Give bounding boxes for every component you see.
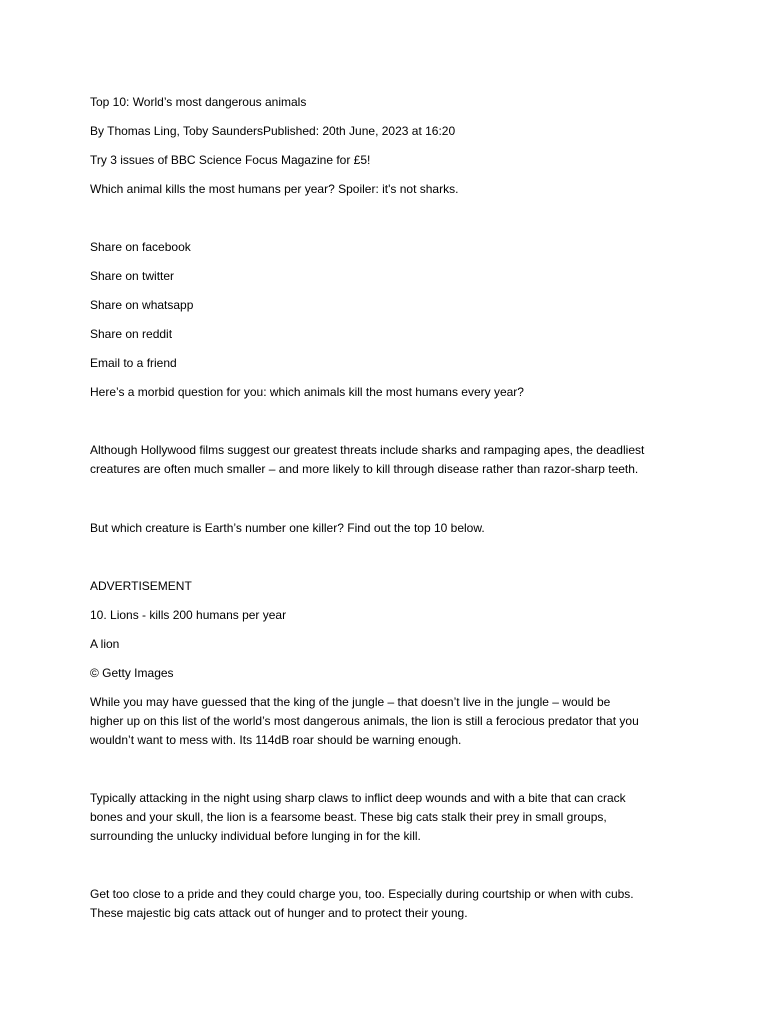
article-title: Top 10: World’s most dangerous animals xyxy=(90,95,307,109)
paragraph-line: Get too close to a pride and they could charge you, too. Especially during courtship or when with cubs. xyxy=(90,887,634,901)
image-caption: A lion xyxy=(90,637,120,651)
paragraph-line: surrounding the unlucky individual before lunging in for the kill. xyxy=(90,829,421,843)
paragraph-line: Typically attacking in the night using sharp claws to inflict deep wounds and with a bite that can crack xyxy=(90,791,626,805)
lion-paragraph-1 xyxy=(90,693,690,750)
advertisement-label: ADVERTISEMENT xyxy=(90,579,192,593)
paragraph-line: Although Hollywood films suggest our greatest threats include sharks and rampaging apes, the deadliest xyxy=(90,443,645,457)
standfirst: Which animal kills the most humans per year? Spoiler: it's not sharks. xyxy=(90,182,459,196)
lion-paragraph-2 xyxy=(90,789,690,846)
paragraph-line: higher up on this list of the world’s most dangerous animals, the lion is still a ferocious predator that you xyxy=(90,714,639,728)
paragraph-line: creatures are often much smaller – and more likely to kill through disease rather than razor-sharp teeth. xyxy=(90,462,639,476)
byline: By Thomas Ling, Toby SaundersPublished: 20th June, 2023 at 16:20 xyxy=(90,124,456,138)
email-friend-link[interactable]: Email to a friend xyxy=(90,356,177,370)
lion-paragraph-3 xyxy=(90,885,690,923)
promo-text: Try 3 issues of BBC Science Focus Magazine for £5! xyxy=(90,153,371,167)
image-credit: © Getty Images xyxy=(90,666,174,680)
intro-question: Here’s a morbid question for you: which animals kill the most humans every year? xyxy=(90,385,524,399)
paragraph-line: While you may have guessed that the king of the jungle – that doesn’t live in the jungle – would be xyxy=(90,695,611,709)
share-twitter-link[interactable]: Share on twitter xyxy=(90,269,175,283)
top10-prompt: But which creature is Earth’s number one killer? Find out the top 10 below. xyxy=(90,521,485,535)
paragraph-line: These majestic big cats attack out of hunger and to protect their young. xyxy=(90,906,468,920)
section-heading-lions: 10. Lions - kills 200 humans per year xyxy=(90,608,287,622)
share-whatsapp-link[interactable]: Share on whatsapp xyxy=(90,298,194,312)
share-facebook-link[interactable]: Share on facebook xyxy=(90,240,191,254)
paragraph-line: bones and your skull, the lion is a fearsome beast. These big cats stalk their prey in small groups, xyxy=(90,810,607,824)
hollywood-paragraph xyxy=(90,441,690,479)
paragraph-line: wouldn’t want to mess with. Its 114dB roar should be warning enough. xyxy=(90,733,462,747)
share-reddit-link[interactable]: Share on reddit xyxy=(90,327,173,341)
